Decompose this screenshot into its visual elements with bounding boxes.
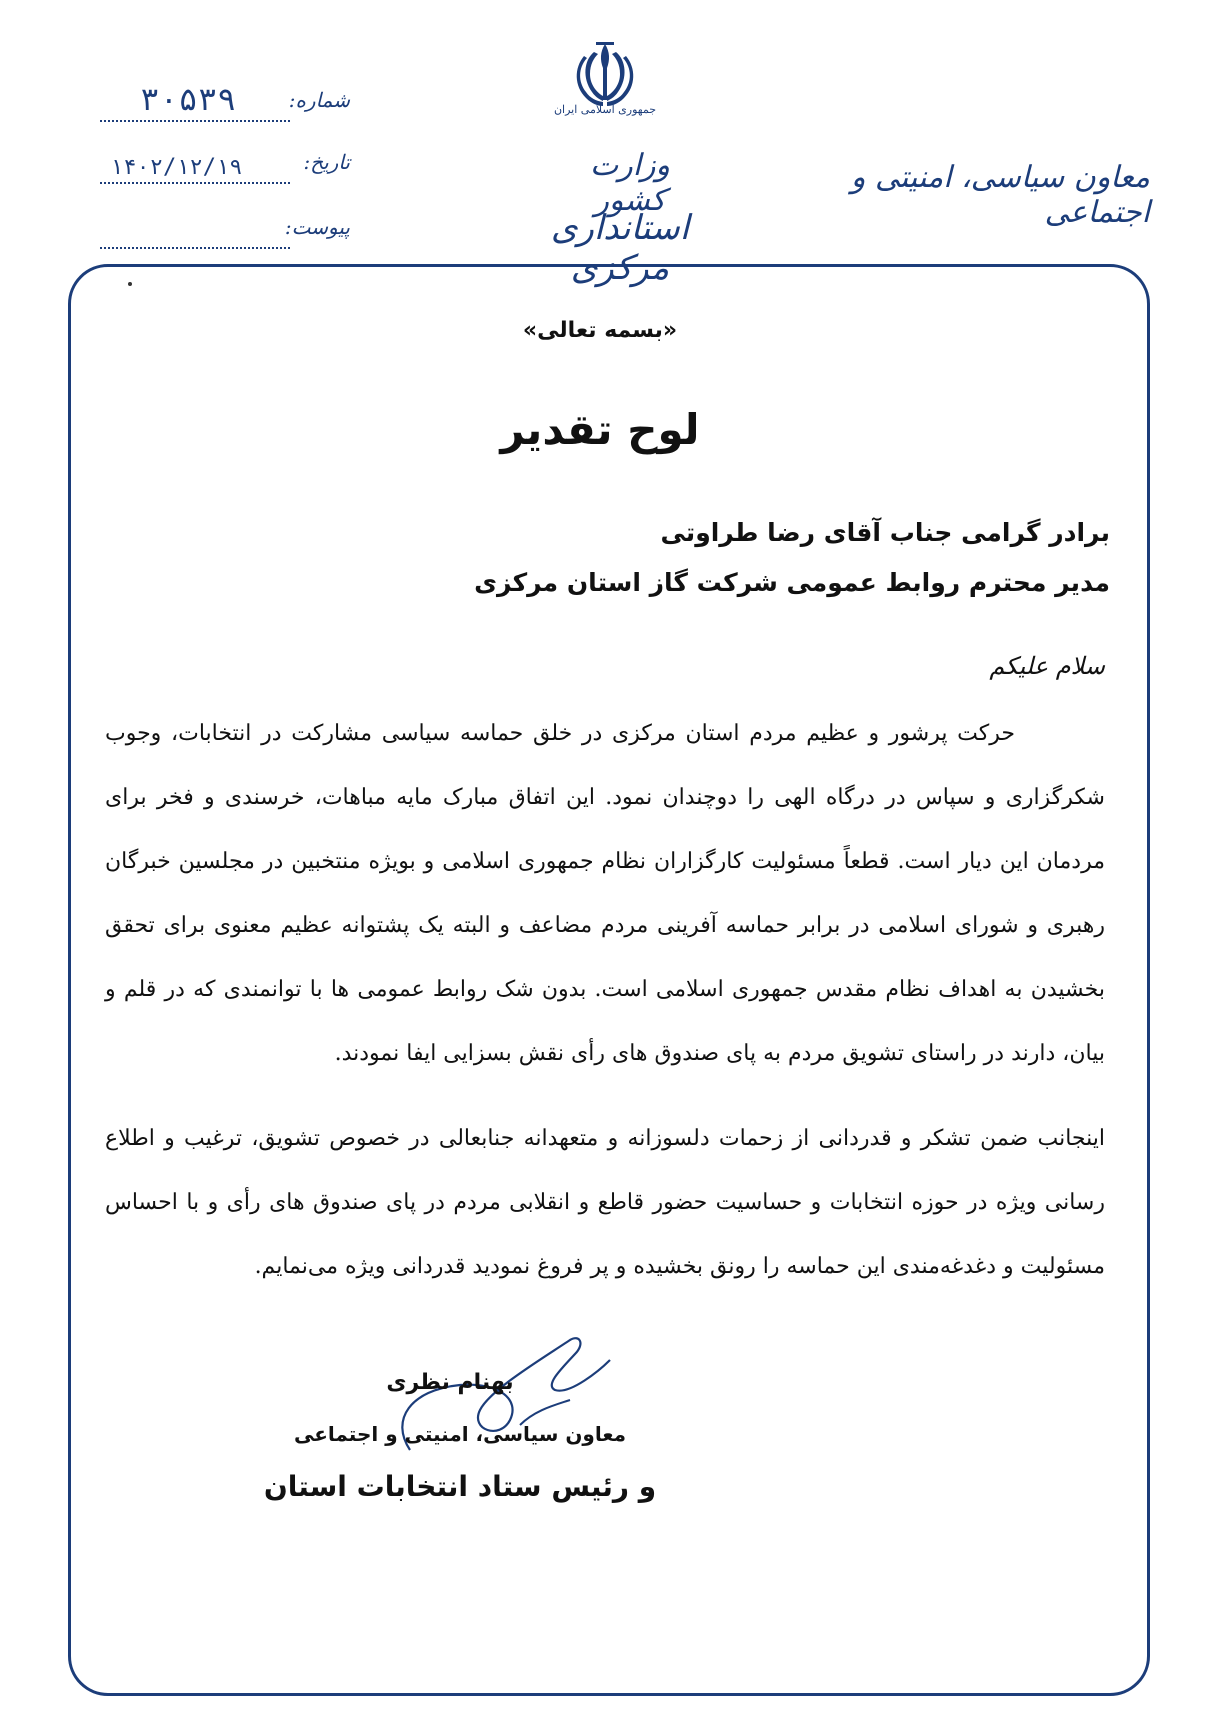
invocation: «بسمه تعالی»: [522, 318, 678, 343]
number-label: شماره:: [288, 88, 350, 112]
signatory-role: معاون سیاسی، امنیتی و اجتماعی: [293, 1422, 627, 1446]
addressee-line-1: برادر گرامی جناب آقای رضا طراوتی: [660, 518, 1110, 547]
date-value: ۱۴۰۲/۱۲/۱۹: [110, 155, 243, 180]
date-dotted-line: [100, 182, 290, 184]
attachment-label: پیوست:: [284, 215, 350, 239]
attachment-dotted-line: [100, 247, 290, 249]
emblem-caption: جمهوری اسلامی ایران: [553, 103, 657, 116]
body-paragraph-2: اینجانب ضمن تشکر و قدردانی از زحمات دلسوزانه و متعهدانه جنابعالی در خصوص تشویق، ترغیب و اطلاع رسانی ویژه در حوزه انتخابات و حساسیت حضور قاطع و انقلابی مردم در پای صندوق های رأی و با احساس مسئولیت و دغدغه‌مندی این حماسه را رونق بخشیده و پر فروغ نمودید قدردانی ویژه می‌نمایم.: [105, 1126, 1105, 1279]
date-label: تاریخ:: [303, 150, 350, 174]
signatory-name: بهنام نظری: [386, 1370, 514, 1395]
number-dotted-line: [100, 120, 290, 122]
letter-number-field: [100, 80, 350, 128]
ink-dot: [128, 282, 132, 286]
letter-attachment-field: [100, 215, 350, 255]
governorate-name: استانداری مرکزی: [550, 208, 690, 288]
signatory-headquarters: و رئیس ستاد انتخابات استان: [263, 1470, 657, 1503]
certificate-title: لوح تقدیر: [500, 405, 700, 454]
salutation: سلام علیکم: [989, 652, 1105, 680]
number-value: ۳۰۵۳۹: [140, 80, 237, 118]
body-paragraph-1: حرکت پرشور و عظیم مردم استان مرکزی در خلق حماسه سیاسی مشارکت در انتخابات، وجوب شکرگزاری و سپاس در درگاه الهی را دوچندان نمود. این اتفاق مبارک مایه مباهات، خرسندی و فخر برای مردمان این دیار است. قطعاً مسئولیت کارگزاران نظام جمهوری اسلامی و بویژه منتخبین در مجلسین خبرگان رهبری و شورای اسلامی در برابر حماسه آفرینی مردم مضاعف و البته یک پشتوانه عظیم معنوی برای تحقق بخشیدن به اهداف نظام مقدس جمهوری اسلامی است. بدون شک روابط عمومی ها با توانمندی که در قلم و بیان، دارند در راستای تشویق مردم به پای صندوق های رأی نقش بسزایی ایفا نمودند.: [105, 721, 1105, 1066]
addressee-line-2: مدیر محترم روابط عمومی شرکت گاز استان مرکزی: [474, 568, 1110, 597]
ministry-name: وزارت کشور: [589, 148, 671, 218]
letter-date-field: [100, 150, 350, 190]
signature-scribble-icon: [370, 1330, 630, 1480]
deputy-office-header: معاون سیاسی، امنیتی و اجتماعی: [850, 160, 1150, 230]
